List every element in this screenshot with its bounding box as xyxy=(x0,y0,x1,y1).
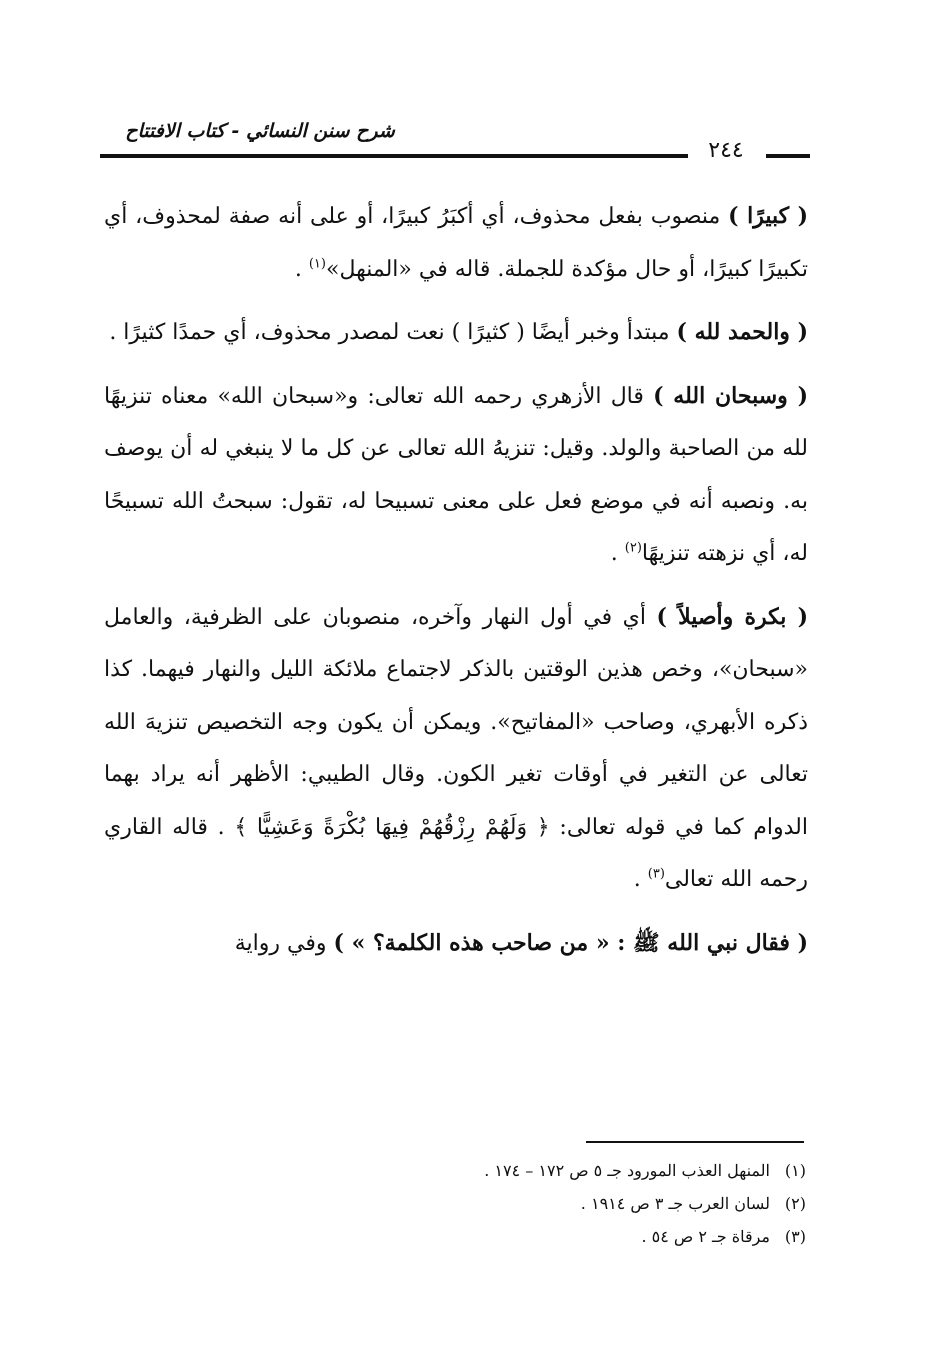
footnote-ref: (٢) xyxy=(624,540,642,556)
page-header xyxy=(100,118,810,168)
paragraph-text: أي في أول النهار وآخره، منصوبان على الظرفية، والعامل «سبحان»، وخص هذين الوقتين بالذكر لاجتماع ملائكة الليل والنهار فيهما. كذا ذكره الأبهري، وصاحب «المفاتيح». ويمكن أن يكون وجه التخصيص تنزيهَ الله تعالى عن التغير في أوقات تغير الكون. وقال الطيبي: الأظهر أنه يراد بهما الدوام كما في قوله تعالى: ﴿ وَلَهُمْ رِزْقُهُمْ فِيهَا بُكْرَةً وَعَشِيًّا ﴾ . قاله القاري رحمه الله تعالى xyxy=(104,604,808,892)
paragraph-text: وفي رواية xyxy=(234,930,334,956)
footnote-number: (١) xyxy=(784,1161,806,1180)
footnotes xyxy=(300,1154,806,1253)
paragraph-text: منصوب بفعل محذوف، أي أكبَرُ كبيرًا، أو على أنه صفة لمحذوف، أي تكبيرًا كبيرًا، أو حال مؤكدة للجملة. قاله في «المنهل» xyxy=(104,204,808,282)
commented-phrase: ( بكرة وأصيلاً ) xyxy=(656,603,809,630)
footnote-text: مرقاة جـ ٢ ص ٥٤ . xyxy=(641,1227,770,1246)
paragraph xyxy=(104,370,808,581)
page-number: ٢٤٤ xyxy=(708,138,744,163)
footnote-item xyxy=(300,1220,806,1253)
footnote-item xyxy=(300,1154,806,1187)
paragraph xyxy=(104,190,808,296)
footnote-number: (٣) xyxy=(784,1227,806,1246)
header-rule xyxy=(100,154,688,158)
footnote-ref: (١) xyxy=(308,256,326,272)
paragraph xyxy=(104,591,808,907)
footnote-separator xyxy=(586,1141,804,1143)
paragraph xyxy=(104,306,808,360)
footnote-ref: (٣) xyxy=(647,866,665,882)
footnote-item xyxy=(300,1187,806,1220)
paragraph-tail: . xyxy=(633,867,648,892)
footnote-text: لسان العرب جـ ٣ ص ١٩١٤ . xyxy=(580,1194,770,1213)
paragraph-tail: . xyxy=(294,256,309,282)
running-title: شرح سنن النسائي - كتاب الافتتاح xyxy=(125,120,395,142)
commented-phrase: ( وسبحان الله ) xyxy=(653,382,808,409)
header-rule-short xyxy=(766,154,810,158)
footnote-text: المنهل العذب المورود جـ ٥ ص ١٧٢ – ١٧٤ . xyxy=(484,1161,770,1180)
paragraph-text: مبتدأ وخبر أيضًا ( كثيرًا ) نعت لمصدر محذوف، أي حمدًا كثيرًا . xyxy=(109,320,677,345)
paragraph xyxy=(104,917,808,971)
main-text xyxy=(104,190,808,980)
commented-phrase: ( فقال نبي الله ﷺ : « من صاحب هذه الكلمة؟ » ) xyxy=(333,929,808,956)
paragraph-tail: . xyxy=(610,541,625,566)
commented-phrase: ( والحمد لله ) xyxy=(676,319,808,345)
footnote-number: (٢) xyxy=(784,1194,806,1213)
paragraph-text: قال الأزهري رحمه الله تعالى: و«سبحان الله» معناه تنزيهًا لله من الصاحبة والولد. وقيل: تنزيهُ الله تعالى عن كل ما لا ينبغي له أن يوصف به. ونصبه أنه في موضع فعل على معنى تسبيحا له، تقول: سبحتُ الله تسبيحًا له، أي نزهته تنزيهًا xyxy=(104,383,808,566)
commented-phrase: ( كبيرًا ) xyxy=(728,203,808,229)
